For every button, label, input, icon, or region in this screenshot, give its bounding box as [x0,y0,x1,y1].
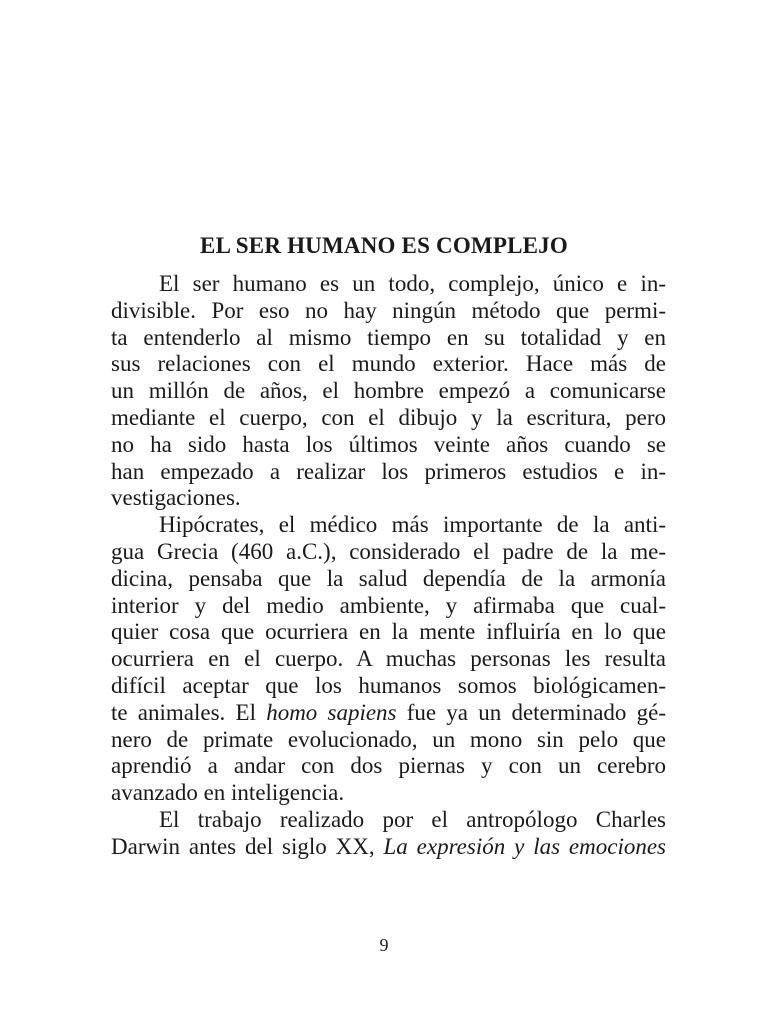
page-number: 9 [379,935,389,955]
paragraph-1-line: ta entenderlo al mismo tiempo en su totalidad y en [111,324,666,350]
paragraph-2-line: gua Grecia (460 a.C.), considerado el padre de la me- [111,538,666,564]
paragraph-1-line: no ha sido hasta los últimos veinte años cuando se [111,431,666,457]
italic-book-title: La expresión y las emociones [383,833,666,859]
italic-term-homo-sapiens: homo sapiens [266,699,397,725]
paragraph-2-line: interior y del medio ambiente, y afirmaba que cual- [111,592,666,618]
body-text [111,271,666,861]
paragraph-1-line: un millón de años, el hombre empezó a comunicarse [111,378,666,404]
paragraph-2-line: aprendió a andar con dos piernas y con un cerebro [111,753,666,779]
paragraph-2-line: dicina, pensaba que la salud dependía de la armonía [111,565,666,591]
text-run: te animales. El [111,699,267,725]
paragraph-2-line [111,700,666,727]
paragraph-2-line: quier cosa que ocurriera en la mente influiría en lo que [111,619,666,645]
paragraph-1-line: mediante el cuerpo, con el dibujo y la escritura, pero [111,404,666,430]
text-run: Darwin antes del siglo XX, [111,833,384,859]
chapter-title: EL SER HUMANO ES COMPLEJO [200,233,568,258]
paragraph-2-line: ocurriera en el cuerpo. A muchas personas les resulta [111,646,666,672]
paragraph-1-line: han empezado a realizar los primeros estudios e in- [111,458,666,484]
paragraph-2-line: Hipócrates, el médico más importante de la anti- [159,512,666,538]
paragraph-2-line: difícil aceptar que los humanos somos biológicamen- [111,672,666,698]
paragraph-2-line: nero de primate evolucionado, un mono sin pelo que [111,726,666,752]
text-run: fue ya un determinado gé- [396,699,666,725]
paragraph-1-line: vestigaciones. [111,485,241,511]
paragraph-2-line: avanzado en inteligencia. [111,780,345,806]
paragraph-1-line: El ser humano es un todo, complejo, único e in- [159,271,666,296]
paragraph-3-line: El trabajo realizado por el antropólogo Charles [159,806,666,832]
paragraph-1-line: sus relaciones con el mundo exterior. Hace más de [111,351,666,377]
paragraph-3-line [111,834,666,861]
paragraph-1-line: divisible. Por eso no hay ningún método que permi- [111,297,666,323]
